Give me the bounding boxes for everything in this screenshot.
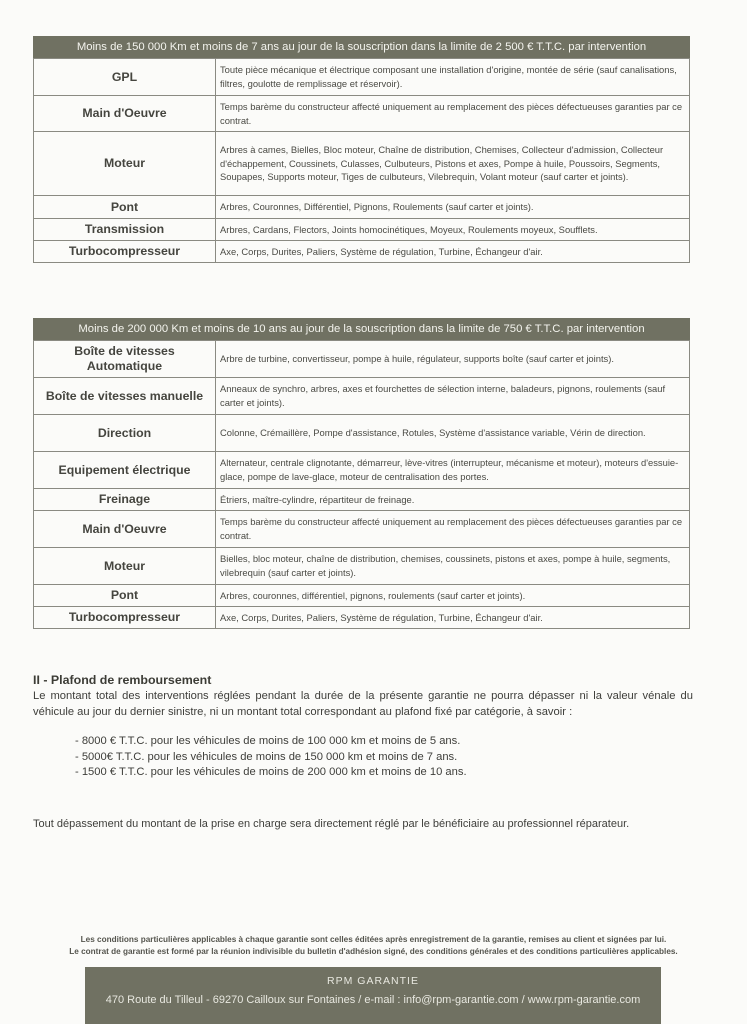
plafond-section: [33, 672, 693, 781]
table-row: [34, 452, 690, 489]
category-cell: Moteur: [34, 132, 216, 196]
table-row: [34, 341, 690, 378]
category-cell: Moteur: [34, 548, 216, 585]
category-cell: GPL: [34, 59, 216, 96]
footer-banner: [85, 967, 661, 1024]
category-cell: Main d'Oeuvre: [34, 511, 216, 548]
description-cell: Alternateur, centrale clignotante, démarreur, lève-vitres (interrupteur, mécanisme et moteur), moteurs d'essuie-glace, pompe de lave-glace, moteur de centralisation des portes.: [216, 452, 690, 489]
table-header: Moins de 150 000 Km et moins de 7 ans au jour de la souscription dans la limite de 2 500 € T.T.C. par intervention: [33, 36, 690, 58]
list-item: - 8000 € T.T.C. pour les véhicules de moins de 100 000 km et moins de 5 ans.: [75, 735, 461, 747]
description-cell: Étriers, maître-cylindre, répartiteur de freinage.: [216, 489, 690, 511]
description-cell: Axe, Corps, Durites, Paliers, Système de régulation, Turbine, Échangeur d'air.: [216, 241, 690, 263]
category-cell: Direction: [34, 415, 216, 452]
category-cell: Equipement électrique: [34, 452, 216, 489]
overrun-note: Tout dépassement du montant de la prise en charge sera directement réglé par le bénéficiaire au professionnel réparateur.: [33, 818, 630, 830]
legal-line-1: Les conditions particulières applicables à chaque garantie sont celles éditées après enregistrement de la garantie, remises au client et signées par lui.: [80, 935, 667, 944]
coverage-table-150000km: [33, 36, 690, 263]
list-item: - 5000€ T.T.C. pour les véhicules de moins de 150 000 km et moins de 7 ans.: [75, 750, 458, 763]
category-cell: Freinage: [34, 489, 216, 511]
table-row: [34, 511, 690, 548]
description-cell: Bielles, bloc moteur, chaîne de distribution, chemises, coussinets, pistons et axes, pompe à huile, segments, vilebrequin (sauf carter et joints).: [216, 548, 690, 585]
category-cell: Main d'Oeuvre: [34, 96, 216, 132]
table-row: [34, 59, 690, 96]
table-row: [34, 96, 690, 132]
category-cell: Pont: [34, 196, 216, 219]
description-cell: Toute pièce mécanique et électrique composant une installation d'origine, montée de série (sauf canalisations, filtres, goulotte de remplissage et réservoir).: [216, 59, 690, 96]
description-cell: Arbre de turbine, convertisseur, pompe à huile, régulateur, supports boîte (sauf carter et joints).: [216, 341, 690, 378]
description-cell: Temps barème du constructeur affecté uniquement au remplacement des pièces défectueuses garanties par ce contrat.: [216, 511, 690, 548]
description-cell: Temps barème du constructeur affecté uniquement au remplacement des pièces défectueuses garanties par ce contrat.: [216, 96, 690, 132]
table-row: [34, 489, 690, 511]
category-cell: Pont: [34, 585, 216, 607]
category-cell: Boîte de vitesses manuelle: [34, 378, 216, 415]
list-item: - 1500 € T.T.C. pour les véhicules de moins de 200 000 km et moins de 10 ans.: [75, 766, 467, 778]
table-row: [34, 378, 690, 415]
description-cell: Arbres, couronnes, différentiel, pignons, roulements (sauf carter et joints).: [216, 585, 690, 607]
description-cell: Arbres, Cardans, Flectors, Joints homocinétiques, Moyeux, Roulements moyeux, Soufflets.: [216, 219, 690, 241]
company-address: 470 Route du Tilleul - 69270 Cailloux sur Fontaines / e-mail : info@rpm-garantie.com / www.rpm-garantie.com: [105, 994, 641, 1006]
category-cell: Turbocompresseur: [34, 607, 216, 629]
table-header: Moins de 200 000 Km et moins de 10 ans au jour de la souscription dans la limite de 750 € T.T.C. par intervention: [33, 318, 690, 340]
table-row: [34, 585, 690, 607]
description-cell: Arbres, Couronnes, Différentiel, Pignons, Roulements (sauf carter et joints).: [216, 196, 690, 219]
description-cell: Arbres à cames, Bielles, Bloc moteur, Chaîne de distribution, Chemises, Collecteur d'admission, Collecteur d'échappement, Coussinets, Culasses, Culbuteurs, Pistons et axes, Pompe à huile, Poussoirs, Segments, Soupapes, Supports moteur, Tiges de culbuteurs, Vilebrequin, Volant moteur (sauf carter et joints).: [216, 132, 690, 196]
table-row: [34, 241, 690, 263]
section-intro: Le montant total des interventions réglées pendant la durée de la présente garantie ne pourra dépasser ni la valeur vénale du véhicule au jour du dernier sinistre, ni un montant total correspondant au plafond fixé par catégorie, à savoir :: [33, 690, 693, 718]
table-row: [34, 607, 690, 629]
table-row: [34, 415, 690, 452]
company-name: RPM GARANTIE: [327, 975, 419, 987]
section-title: II - Plafond de remboursement: [33, 673, 212, 687]
coverage-table-200000km: [33, 318, 690, 629]
table-row: [34, 132, 690, 196]
table-row: [34, 196, 690, 219]
table-row: [34, 548, 690, 585]
ceiling-list: [75, 734, 693, 781]
description-cell: Colonne, Crémaillère, Pompe d'assistance, Rotules, Système d'assistance variable, Vérin de direction.: [216, 415, 690, 452]
category-cell: Turbocompresseur: [34, 241, 216, 263]
category-cell: Boîte de vitesses Automatique: [34, 341, 216, 378]
table-row: [34, 219, 690, 241]
category-cell: Transmission: [34, 219, 216, 241]
legal-line-2: Le contrat de garantie est formé par la réunion indivisible du bulletin d'adhésion signé, des conditions générales et des conditions particulières applicables.: [69, 947, 678, 956]
description-cell: Axe, Corps, Durites, Paliers, Système de régulation, Turbine, Échangeur d'air.: [216, 607, 690, 629]
description-cell: Anneaux de synchro, arbres, axes et fourchettes de sélection interne, baladeurs, pignons, roulements (sauf carter et joints).: [216, 378, 690, 415]
